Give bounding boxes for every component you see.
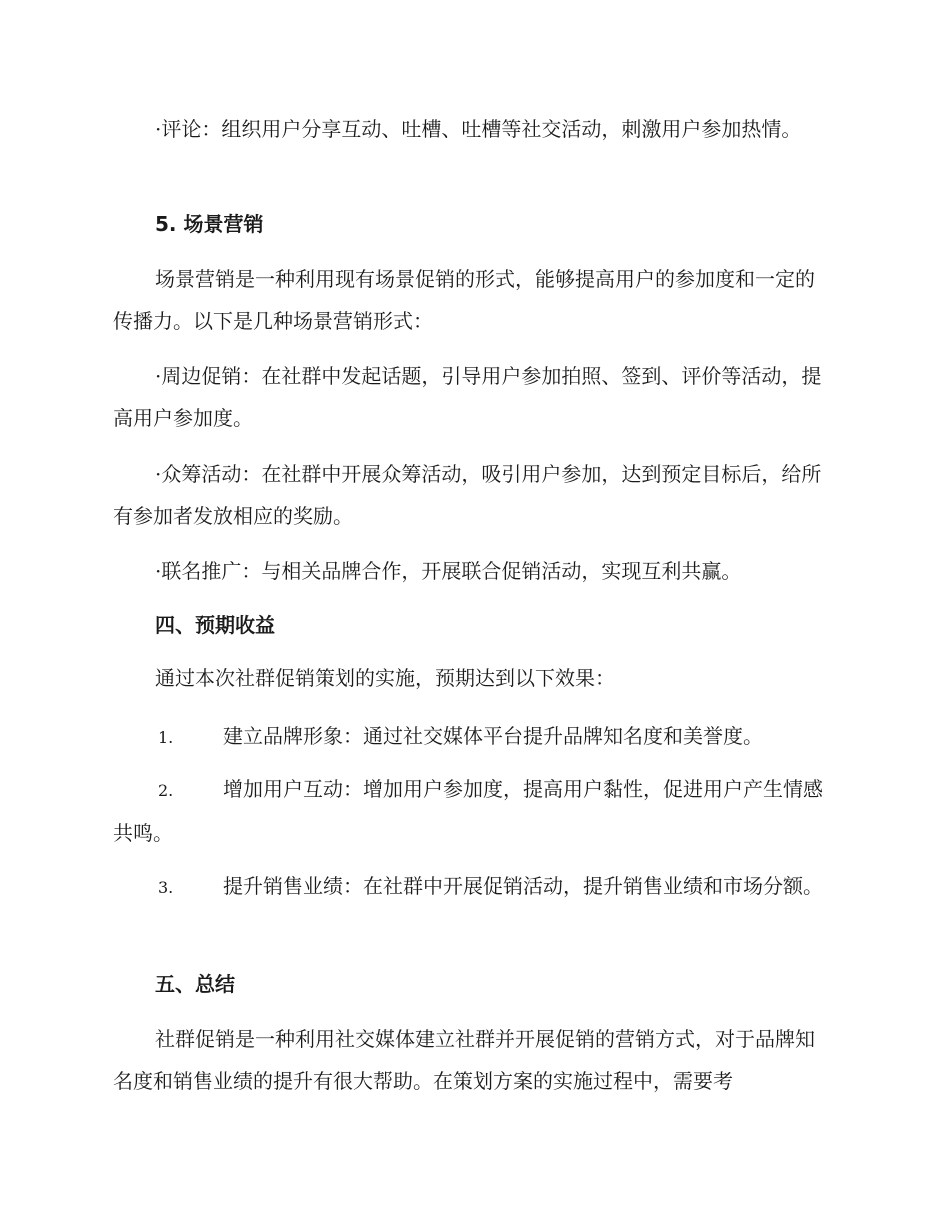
section-heading-expected-benefits: 四、预期收益 [155,613,275,637]
list-item-number: 1. [158,728,174,747]
list-item-text: 建立品牌形象：通过社交媒体平台提升品牌知名度和美誉度。 [223,724,763,748]
list-item-number: 2. [158,781,174,800]
bullet-peripheral-promotion: ·周边促销：在社群中发起话题，引导用户参加拍照、签到、评价等活动，提高用户参加度。 [113,364,822,430]
bullet-co-branding: ·联名推广：与相关品牌合作，开展联合促销活动，实现互利共赢。 [155,559,742,583]
list-item [113,715,833,759]
list-item [113,768,833,854]
list-item-number: 3. [158,878,174,897]
list-item-text: 提升销售业绩：在社群中开展促销活动，提升销售业绩和市场分额。 [223,874,823,898]
expected-benefits-intro: 通过本次社群促销策划的实施，预期达到以下效果： [155,666,615,690]
list-item-text: 增加用户互动：增加用户参加度，提高用户黏性，促进用户产生情感共鸣。 [113,777,823,845]
list-item [113,865,833,909]
bullet-crowdfunding: ·众筹活动：在社群中开展众筹活动，吸引用户参加，达到预定目标后，给所有参加者发放相应的奖励。 [113,462,822,528]
bullet-comment: ·评论：组织用户分享互动、吐槽、吐槽等社交活动，刺激用户参加热情。 [155,117,802,141]
summary-text: 社群促销是一种利用社交媒体建立社群并开展促销的营销方式，对于品牌知名度和销售业绩的提升有很大帮助。在策划方案的实施过程中，需要考 [113,1027,815,1093]
section-heading-summary: 五、总结 [155,972,235,996]
scene-marketing-intro: 场景营销是一种利用现有场景促销的形式，能够提高用户的参加度和一定的传播力。以下是几种场景营销形式： [113,267,815,333]
section-heading-scene-marketing: 5. 场景营销 [155,212,264,236]
